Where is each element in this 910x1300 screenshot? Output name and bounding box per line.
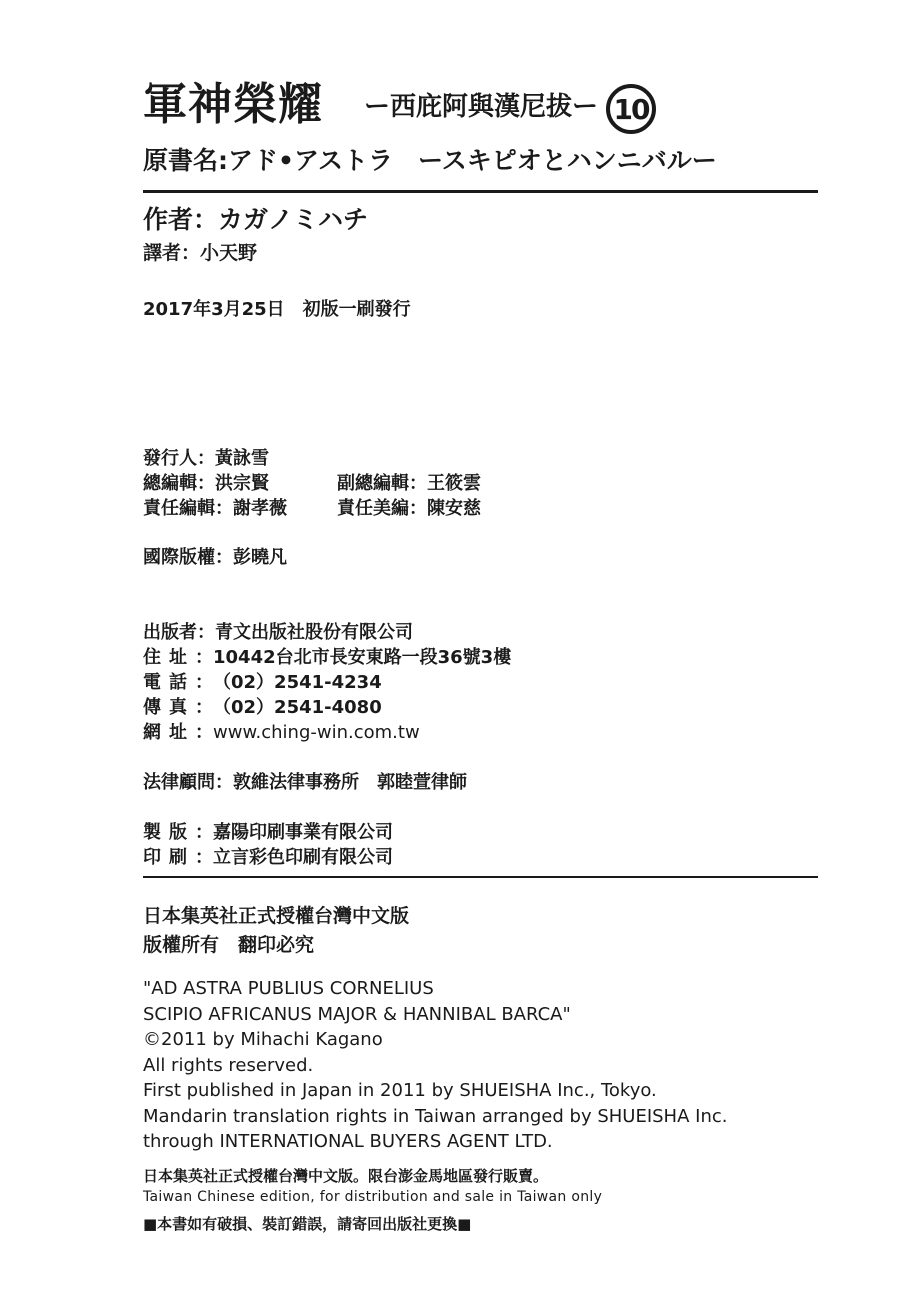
international-rights: 國際版權：彭曉凡 [143, 547, 287, 568]
address-label-b: 址： [169, 647, 213, 668]
author-line: 作者：カガノミハチ [143, 205, 369, 234]
website-label-b: 址： [169, 722, 213, 743]
phone-label [143, 670, 213, 695]
volume-number: 10 [613, 92, 649, 126]
address-label [143, 645, 213, 670]
responsible-art-editor: 責任美編：陳安慈 [337, 498, 481, 519]
plate-making-company: 嘉陽印刷事業有限公司 [213, 822, 393, 843]
website-row [143, 720, 420, 745]
print-label [143, 845, 213, 870]
plate-label-b: 版： [169, 822, 213, 843]
original-title: 原書名:アド•アストラ ースキピオとハンニバルー [143, 146, 717, 175]
phone-label-a: 電 [143, 672, 169, 693]
distribution-notice-zh: 日本集英社正式授權台灣中文版。限台澎金馬地區發行販賣。 [143, 1167, 549, 1185]
plate-making-row [143, 820, 393, 845]
fax-label-b: 真： [169, 697, 213, 718]
english-line-2: SCIPIO AFRICANUS MAJOR & HANNIBAL BARCA" [143, 1003, 571, 1025]
english-line-4: All rights reserved. [143, 1054, 314, 1076]
legal-counsel: 法律顧問：敦維法律事務所 郭睦萱律師 [143, 772, 467, 793]
book-title: 軍神榮耀 [143, 79, 323, 130]
printing-company: 立言彩色印刷有限公司 [213, 847, 393, 868]
publisher-company-row [143, 620, 413, 645]
translator-line: 譯者：小天野 [143, 242, 258, 264]
english-line-7: through INTERNATIONAL BUYERS AGENT LTD. [143, 1131, 553, 1152]
address-label-a: 住 [143, 647, 169, 668]
chief-editor: 總編輯：洪宗賢 [143, 473, 269, 494]
deputy-chief-editor: 副總編輯：王筱雲 [337, 473, 481, 494]
publish-date: 2017年3月25日 初版一刷發行 [143, 299, 411, 320]
publisher-company: 青文出版社股份有限公司 [215, 622, 413, 643]
english-copyright-block [143, 976, 727, 1155]
print-label-b: 刷： [169, 847, 213, 868]
book-subtitle: ー西庇阿與漢尼拔ー [364, 92, 599, 122]
divider-bottom [143, 876, 818, 878]
fax-value: （02）2541-4080 [213, 697, 382, 718]
printing-row [143, 845, 393, 870]
license-statement: 日本集英社正式授權台灣中文版 [143, 905, 410, 927]
english-line-5: First published in Japan in 2011 by SHUEISHA Inc., Tokyo. [143, 1080, 657, 1101]
volume-number-badge [606, 84, 656, 134]
address-row [143, 645, 511, 670]
website-label-a: 網 [143, 722, 169, 743]
plate-label-a: 製 [143, 822, 169, 843]
publisher-company-label: 出版者： [143, 622, 215, 643]
responsible-editor: 責任編輯：謝孝薇 [143, 498, 287, 519]
fax-row [143, 695, 382, 720]
distribution-notice-en: Taiwan Chinese edition, for distribution and sale in Taiwan only [143, 1189, 603, 1205]
damage-return-notice: ■本書如有破損、裝訂錯誤，請寄回出版社更換■ [143, 1215, 472, 1233]
phone-label-b: 話： [169, 672, 213, 693]
phone-row [143, 670, 382, 695]
fax-label [143, 695, 213, 720]
website-label [143, 720, 213, 745]
english-line-6: Mandarin translation rights in Taiwan arranged by SHUEISHA Inc. [143, 1105, 728, 1127]
publisher-person: 發行人：黃詠雪 [143, 448, 269, 469]
address-value: 10442台北市長安東路一段36號3樓 [213, 647, 512, 668]
divider-top [143, 190, 818, 193]
english-line-3: ©2011 by Mihachi Kagano [143, 1029, 383, 1050]
copyright-statement: 版權所有 翻印必究 [143, 934, 315, 956]
phone-value: （02）2541-4234 [213, 672, 382, 693]
website-link[interactable]: www.ching-win.com.tw [213, 722, 420, 743]
english-line-1: "AD ASTRA PUBLIUS CORNELIUS [143, 978, 434, 999]
fax-label-a: 傳 [143, 697, 169, 718]
print-label-a: 印 [143, 847, 169, 868]
plate-label [143, 820, 213, 845]
